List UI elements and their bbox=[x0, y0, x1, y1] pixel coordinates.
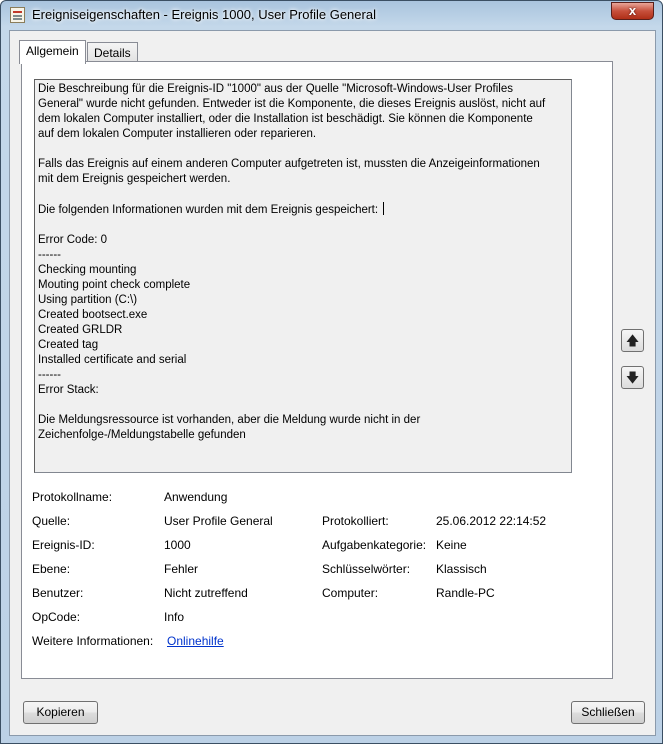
description-line: Mouting point check complete bbox=[38, 279, 191, 291]
title-bar[interactable] bbox=[1, 1, 662, 29]
description-line bbox=[38, 142, 568, 157]
close-icon: x bbox=[628, 3, 637, 18]
arrow-down-icon: 🡇 bbox=[625, 370, 640, 385]
label-aufgabenkategorie: Aufgabenkategorie: bbox=[322, 538, 427, 552]
description-line: Falls das Ereignis auf einem anderen Computer aufgetreten ist, mussten die Anzeigeinformationen bbox=[38, 158, 540, 170]
tab-allgemein[interactable]: Allgemein bbox=[19, 40, 86, 64]
dialog-body bbox=[9, 30, 656, 736]
description-line: dem lokalen Computer installiert, oder die Installation ist beschädigt. Sie können die Komponente bbox=[38, 113, 533, 125]
close-button[interactable]: Schließen bbox=[571, 701, 645, 724]
arrow-up-icon: 🡅 bbox=[625, 333, 640, 348]
next-event-button[interactable] bbox=[621, 366, 644, 389]
value-computer: Randle-PC bbox=[436, 586, 495, 600]
value-quelle: User Profile General bbox=[164, 514, 273, 528]
close-window-button[interactable] bbox=[611, 2, 654, 20]
value-schluesselwoerter: Klassisch bbox=[436, 562, 487, 576]
label-ebene: Ebene: bbox=[32, 562, 71, 576]
description-line: Created tag bbox=[38, 339, 99, 351]
label-weitere-informationen: Weitere Informationen: bbox=[32, 634, 154, 648]
label-schluesselwoerter: Schlüsselwörter: bbox=[322, 562, 411, 576]
label-quelle: Quelle: bbox=[32, 514, 71, 528]
text-caret bbox=[383, 202, 384, 215]
label-computer: Computer: bbox=[322, 586, 379, 600]
value-aufgabenkategorie: Keine bbox=[436, 538, 467, 552]
description-line bbox=[38, 398, 568, 413]
description-line: Checking mounting bbox=[38, 264, 137, 276]
description-line: ------ bbox=[38, 369, 61, 381]
description-line: Error Stack: bbox=[38, 384, 99, 396]
description-line bbox=[38, 218, 568, 233]
label-protokolliert: Protokolliert: bbox=[322, 514, 389, 528]
label-protokollname: Protokollname: bbox=[32, 490, 113, 504]
general-tab-panel bbox=[21, 61, 613, 679]
label-ereignis-id: Ereignis-ID: bbox=[32, 538, 95, 552]
window-title: Ereigniseigenschaften - Ereignis 1000, User Profile General bbox=[32, 7, 376, 22]
event-description-text bbox=[35, 80, 571, 443]
onlinehilfe-link[interactable]: Onlinehilfe bbox=[167, 634, 224, 648]
value-benutzer: Nicht zutreffend bbox=[164, 586, 248, 600]
description-line: Die Meldungsressource ist vorhanden, aber die Meldung wurde nicht in der bbox=[38, 414, 421, 426]
tab-details[interactable]: Details bbox=[87, 42, 138, 63]
description-line: Using partition (C:\) bbox=[38, 294, 138, 306]
description-line: Created bootsect.exe bbox=[38, 309, 148, 321]
description-line: auf dem lokalen Computer installieren oder reparieren. bbox=[38, 128, 317, 140]
event-description-box[interactable] bbox=[34, 79, 572, 473]
value-ereignis-id: 1000 bbox=[164, 538, 191, 552]
description-line: Error Code: 0 bbox=[38, 234, 108, 246]
description-line: General" wurde nicht gefunden. Entweder ist die Komponente, die dieses Ereignis auslöst, nicht auf bbox=[38, 98, 546, 110]
previous-event-button[interactable] bbox=[621, 329, 644, 352]
description-line: Die folgenden Informationen wurden mit dem Ereignis gespeichert: bbox=[38, 202, 568, 218]
value-protokollname: Anwendung bbox=[164, 490, 228, 504]
value-opcode: Info bbox=[164, 610, 185, 624]
copy-button[interactable]: Kopieren bbox=[23, 701, 98, 724]
value-protokolliert: 25.06.2012 22:14:52 bbox=[436, 514, 547, 528]
label-opcode: OpCode: bbox=[32, 610, 81, 624]
description-line: Die Beschreibung für die Ereignis-ID "1000" aus der Quelle "Microsoft-Windows-User Profiles bbox=[38, 83, 513, 95]
description-line: Created GRLDR bbox=[38, 324, 123, 336]
description-line: Zeichenfolge-/Meldungstabelle gefunden bbox=[38, 429, 246, 441]
description-line: mit dem Ereignis gespeichert werden. bbox=[38, 173, 231, 185]
description-line: Installed certificate and serial bbox=[38, 354, 187, 366]
value-ebene: Fehler bbox=[164, 562, 199, 576]
description-line: ------ bbox=[38, 249, 61, 261]
label-benutzer: Benutzer: bbox=[32, 586, 84, 600]
description-line bbox=[38, 187, 568, 202]
event-viewer-icon bbox=[10, 7, 25, 23]
